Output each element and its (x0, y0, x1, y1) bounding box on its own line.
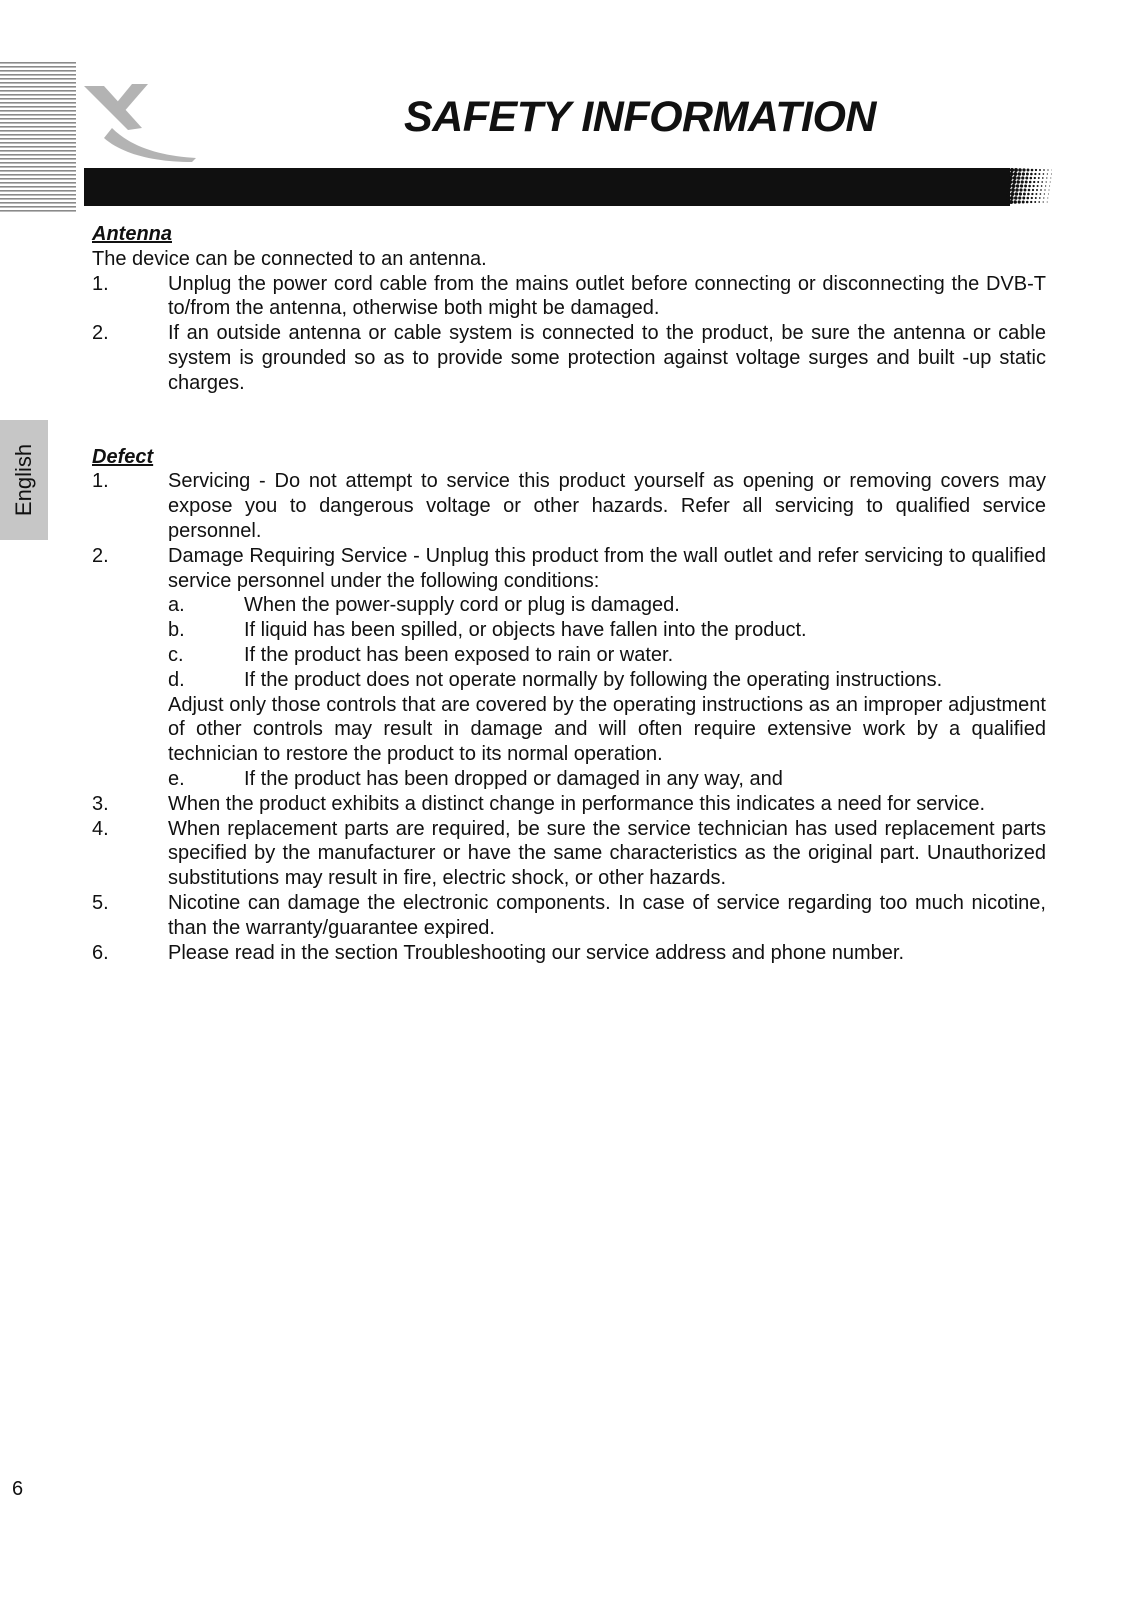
bar-dot (1009, 200, 1013, 204)
bar-dot (1010, 168, 1014, 172)
bar-dot (1035, 197, 1037, 199)
list-item (92, 792, 1046, 817)
bar-dot (1016, 184, 1020, 188)
bar-dot (1019, 192, 1022, 195)
condition-text: If the product does not operate normally by following the operating instructions. (244, 668, 943, 691)
bar-dot (1031, 197, 1033, 199)
bar-dot (1009, 176, 1013, 180)
stripe-line (0, 62, 76, 64)
stripe-line (0, 194, 76, 196)
bar-dot (1050, 178, 1051, 179)
bar-dot (1024, 185, 1027, 188)
bar-dot (1026, 201, 1029, 204)
stripe-line (0, 74, 76, 76)
bar-dot (1018, 168, 1022, 172)
section-spacer (92, 396, 1046, 445)
antenna-intro: The device can be connected to an antenna. (92, 247, 487, 270)
bar-dot (1011, 188, 1015, 192)
bar-dot (1008, 184, 1012, 188)
bar-dot (1013, 200, 1017, 204)
stripe-line (0, 86, 76, 88)
bar-dot (1043, 173, 1045, 175)
bar-dot (1013, 172, 1017, 176)
bar-dot (1039, 169, 1041, 171)
language-tab (0, 420, 48, 540)
section-title-antenna: Antenna (92, 223, 172, 245)
condition-letter: c. (168, 643, 184, 666)
bar-dot (1018, 200, 1021, 203)
bar-dot (1027, 193, 1030, 196)
bar-dot (1037, 185, 1039, 187)
bar-dot (1030, 177, 1033, 180)
stripe-line (0, 102, 76, 104)
item-number: 1. (92, 470, 109, 493)
condition-letter: b. (168, 619, 185, 642)
item-text: Damage Requiring Service - Unplug this product from the wall outlet and refer servicing to qualified service personnel under the following conditions: (168, 544, 1046, 592)
stripe-line (0, 78, 76, 80)
list-item (92, 817, 1046, 891)
stripe-line (0, 166, 76, 168)
bar-dot (1026, 173, 1029, 176)
item-number: 1. (92, 272, 109, 295)
item-number: 3. (92, 792, 109, 815)
bar-dot (1021, 176, 1024, 179)
stripe-line (0, 206, 76, 208)
bar-dot (1014, 168, 1018, 172)
bar-dot (1025, 181, 1028, 184)
stripe-line (0, 126, 76, 128)
x-brand-logo-icon (82, 84, 198, 164)
bar-dot (1043, 197, 1044, 198)
section-title-defect: Defect (92, 445, 154, 468)
bar-dot (1009, 172, 1013, 176)
bar-dot (1038, 201, 1040, 203)
condition-letter: d. (168, 668, 185, 691)
stripe-line (0, 114, 76, 116)
bar-dot (1016, 180, 1020, 184)
bar-dot (1019, 188, 1022, 191)
bar-dot (1022, 172, 1025, 175)
bar-dot (1043, 201, 1044, 202)
item-body (168, 544, 1046, 792)
stripe-line (0, 134, 76, 136)
bar-dot (1041, 181, 1043, 183)
bar-dot (1013, 176, 1017, 180)
condition-d-note: Adjust only those controls that are covered by the operating instructions as an improper adjustment of other controls may result in damage and will often require extensive work by a qualified technician to restore the product to its normal operation. (168, 693, 1046, 766)
bar-dot (1031, 169, 1034, 172)
bar-dot (1005, 200, 1009, 204)
stripe-line (0, 90, 76, 92)
bar-dot (1022, 201, 1025, 204)
bar-dot (1048, 194, 1049, 195)
side-stripes-decoration (0, 62, 76, 214)
bar-dot (1027, 169, 1030, 172)
stripe-line (0, 162, 76, 164)
bar-dot (1018, 172, 1022, 176)
bar-dot (1033, 181, 1035, 183)
bar-dot (1014, 196, 1018, 200)
bar-dot (1010, 192, 1014, 196)
item-text: If an outside antenna or cable system is connected to the product, be sure the antenna or cable system is grounded so as to provide some protection against voltage surges and built -up static charges. (168, 322, 1046, 394)
item-text: Servicing - Do not attempt to service this product yourself as opening or removing covers may expose you to dangerous voltage or other hazards. Refer all servicing to qualified service personnel. (168, 470, 1046, 542)
item-text: Please read in the section Troubleshooting our service address and phone number. (168, 941, 905, 964)
stripe-line (0, 210, 76, 212)
condition-item (168, 593, 1046, 618)
bar-dot (1035, 169, 1037, 171)
language-tab-label: English (11, 443, 36, 517)
stripe-line (0, 110, 76, 112)
bar-dot (1044, 189, 1045, 190)
stripe-line (0, 202, 76, 204)
bar-dot (1047, 198, 1048, 199)
condition-item (168, 618, 1046, 643)
bar-dot (1015, 188, 1019, 192)
stripe-line (0, 178, 76, 180)
bar-dot (1049, 190, 1050, 191)
item-text: Nicotine can damage the electronic components. In case of service regarding too much nicotine, than the warranty/guarantee expired. (168, 891, 1046, 939)
list-item (92, 891, 1046, 941)
bar-dot (1042, 177, 1044, 179)
item-number: 5. (92, 891, 109, 914)
item-text: Unplug the power cord cable from the mains outlet before connecting or disconnecting the DVB-T to/from the antenna, otherwise both might be damaged. (168, 272, 1046, 320)
list-item (92, 272, 1046, 322)
stripe-line (0, 146, 76, 148)
stripe-line (0, 138, 76, 140)
bar-dot (1034, 201, 1036, 203)
bar-dot (1047, 173, 1048, 174)
header-bar (84, 168, 1052, 206)
bar-dot (1045, 185, 1046, 186)
bar-dot (1030, 173, 1033, 176)
page-title: SAFETY INFORMATION (404, 93, 876, 141)
bar-dot (1028, 185, 1031, 188)
stripe-line (0, 150, 76, 152)
bar-dot (1041, 185, 1043, 187)
bar-dot (1022, 168, 1025, 171)
item-number: 6. (92, 941, 109, 964)
list-item (92, 469, 1046, 543)
stripe-line (0, 82, 76, 84)
bar-dot (1050, 182, 1051, 183)
list-item (92, 544, 1046, 792)
condition-letter: e. (168, 767, 185, 790)
bar-dot (1015, 192, 1019, 196)
item-number: 2. (92, 544, 109, 567)
bar-dot (1010, 196, 1014, 200)
bar-dot (1040, 193, 1042, 195)
bar-dot (1028, 189, 1031, 192)
stripe-line (0, 66, 76, 68)
bar-dot (1049, 186, 1050, 187)
bar-dot (1046, 177, 1047, 178)
condition-item (168, 643, 1046, 668)
bar-dot (1012, 184, 1016, 188)
bar-dot (1021, 180, 1024, 183)
content (92, 222, 1046, 965)
bar-dot (1037, 181, 1039, 183)
stripe-line (0, 198, 76, 200)
condition-text: If the product has been dropped or damaged in any way, and (244, 767, 783, 790)
bar-dot (1039, 197, 1041, 199)
stripe-line (0, 94, 76, 96)
bar-dot (1007, 188, 1011, 192)
stripe-line (0, 154, 76, 156)
bar-dot (1036, 189, 1038, 191)
stripe-line (0, 122, 76, 124)
stripe-line (0, 174, 76, 176)
bar-dot (1012, 180, 1016, 184)
bar-dot (1035, 193, 1037, 195)
item-number: 2. (92, 322, 109, 345)
bar-dot (1046, 181, 1047, 182)
stripe-line (0, 190, 76, 192)
condition-item (168, 668, 1046, 693)
bar-dot (1032, 189, 1034, 191)
item-text: When replacement parts are required, be sure the service technician has used replacement parts specified by the manufacturer or have the same characteristics as the original part. Unauthorized substitutions may result in fire, electric shock, or other hazards. (168, 817, 1046, 890)
bar-dot (1051, 174, 1052, 175)
item-number: 4. (92, 817, 109, 840)
bar-dot (1044, 193, 1045, 194)
bar-dot (1047, 202, 1048, 203)
bar-dot (1018, 196, 1021, 199)
bar-dot (1029, 181, 1032, 184)
page-number: 6 (12, 1478, 24, 1500)
bar-dot (1038, 173, 1040, 175)
bar-dot (1006, 196, 1010, 200)
bar-dot (1025, 177, 1028, 180)
bar-dot (1040, 189, 1042, 191)
condition-text: If the product has been exposed to rain or water. (244, 643, 674, 666)
stripe-line (0, 106, 76, 108)
bar-dot (1020, 184, 1023, 187)
list-item (92, 941, 1046, 966)
stripe-line (0, 158, 76, 160)
bar-dot (1024, 189, 1027, 192)
bar-dot (1047, 169, 1048, 170)
list-item (92, 321, 1046, 395)
bar-dot (1006, 192, 1010, 196)
bar-dot (1031, 193, 1033, 195)
stripe-line (0, 118, 76, 120)
condition-text: If liquid has been spilled, or objects have fallen into the product. (244, 619, 807, 642)
bar-dot (1027, 197, 1030, 200)
stripe-line (0, 98, 76, 100)
bar-dot (1008, 180, 1012, 184)
stripe-line (0, 130, 76, 132)
bar-dot (1034, 177, 1036, 179)
stripe-line (0, 70, 76, 72)
stripe-line (0, 182, 76, 184)
stripe-line (0, 170, 76, 172)
condition-item (168, 767, 1046, 792)
bar-dot (1023, 193, 1026, 196)
bar-dot (1032, 185, 1034, 187)
item-text: When the product exhibits a distinct change in performance this indicates a need for service. (168, 792, 986, 815)
bar-dot (1043, 169, 1045, 171)
bar-dot (1038, 177, 1040, 179)
condition-letter: a. (168, 594, 185, 617)
stripe-line (0, 186, 76, 188)
bar-dot (1034, 173, 1036, 175)
bar-dot (1030, 201, 1032, 203)
stripe-line (0, 142, 76, 144)
bar-dot (1017, 176, 1021, 180)
bar-dot (1022, 197, 1025, 200)
condition-text: When the power-supply cord or plug is damaged. (244, 594, 680, 617)
bar-dot (1052, 170, 1053, 171)
